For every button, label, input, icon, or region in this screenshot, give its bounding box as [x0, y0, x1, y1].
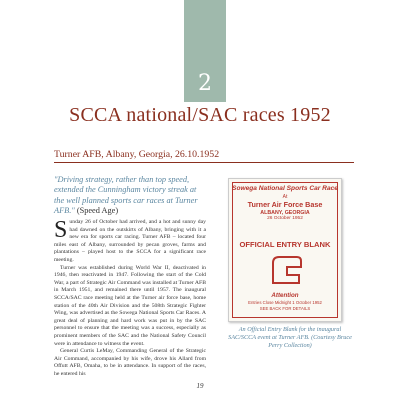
drop-cap: S [54, 217, 68, 243]
quote-text: "Driving strategy, rather than top speed, extended the Cunningham victory streak at the well planned sports car races at Turner AFB." [54, 175, 198, 216]
poster-date: 26 October 1952 [267, 216, 303, 221]
location-line: Turner AFB, Albany, Georgia, 26.10.1952 [54, 149, 220, 160]
entry-blank-image [228, 178, 342, 322]
header-rule [54, 162, 354, 163]
poster-event-name: Sowega National Sports Car Race [232, 185, 338, 192]
poster-at: At [282, 194, 288, 200]
quote-source: (Speed Age) [76, 206, 119, 216]
image-caption: An Official Entry Blank for the inaugural SAC/SCCA event at Turner AFB. (Courtesy Bruce Perry Collection) [228, 326, 352, 349]
poster-attention: Attention [271, 292, 299, 299]
race-track-map-icon [267, 253, 305, 289]
location-header [54, 149, 220, 163]
poster-deadline: Entries Close Midnight 1 October 1952 [248, 300, 322, 305]
article-body [54, 219, 206, 378]
poster-heading: OFFICIAL ENTRY BLANK [239, 240, 331, 249]
paragraph-1-text: unday 26 of October had arrived, and a hot and sunny day had dawned on the outskirts of Albany, bringing with it a new era for sports car racing. Turner AFB – located four miles east of Albany, surrounded by pecan groves, farms and plantations – played host to the SCCA for a significant race meeting. [54, 219, 206, 263]
paragraph-1 [54, 219, 206, 265]
chapter-tab [184, 0, 226, 102]
poster-venue: Turner Air Force Base [247, 200, 323, 209]
paragraph-3: General Curtis LeMay, Commanding General of the Strategic Air Command, accompanied by his wife, drove his Allard from Offutt AFB, Omaha, to be in attendance. In support of the races, he entered his [54, 348, 206, 377]
chapter-number: 2 [198, 71, 212, 96]
poster-city: ALBANY, GEORGIA [260, 210, 310, 216]
poster-details: SEE BACK FOR DETAILS [259, 306, 311, 311]
page-number: 19 [196, 382, 204, 390]
chapter-title: SCCA national/SAC races 1952 [69, 104, 331, 126]
pull-quote [54, 175, 206, 217]
paragraph-2: Turner was established during World War II, deactivated in 1946, then reactivated in 1947. Following the start of the Cold War, a part of Strategic Air Command was installed at Turner AFB in March 1951, and remained there until 1957. The inaugural SCCA/SAC race meeting held at the Turner air force base, home station of the 40th Air Division and the 508th Strategic Fighter Wing, was advertised as the Sowega National Sports Car Races. A great deal of planning and hard work was put in by the SAC personnel to ensure that the meeting was a success, especially as prominent members of the SAC and the National Safety Council were in attendance to witness the event. [54, 264, 206, 347]
